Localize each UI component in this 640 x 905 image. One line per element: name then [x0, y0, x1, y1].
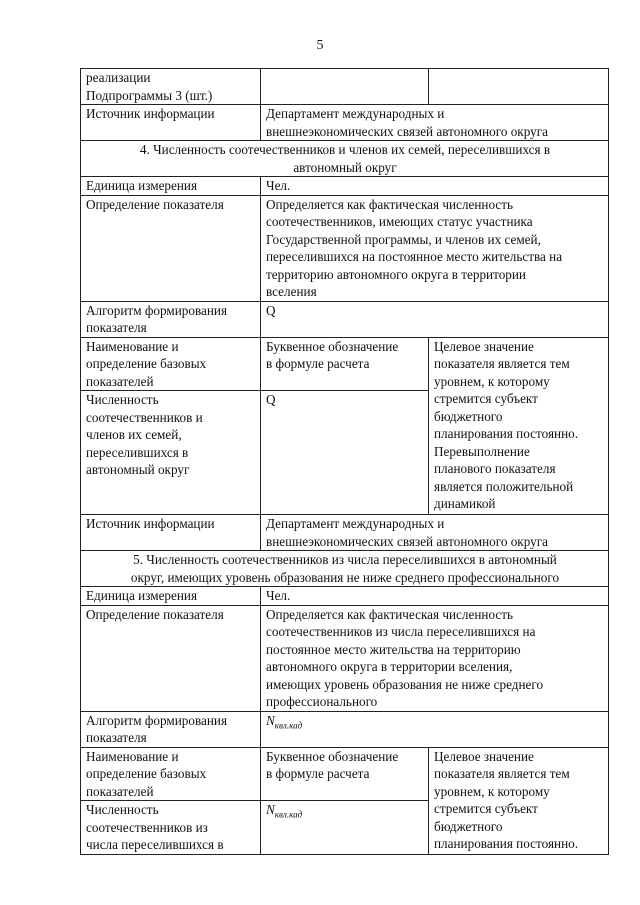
- algorithm-label: Алгоритм формирования показателя: [81, 711, 261, 747]
- definition-value: Определяется как фактическая численность соотечественников из числа переселившихся на постоянное место жительства на территорию автономного округа в территории вселения, имеющих уровень образования не ниже среднего профессионального: [261, 605, 609, 711]
- letter-designation-label: Буквенное обозначение в формуле расчета: [261, 747, 429, 801]
- target-value-text: Целевое значение показателя является тем уровнем, к которому стремится субъект бюджетного планирования постоянно.: [429, 747, 609, 854]
- indicator-name: Численность соотечественников и членов их семей, переселившихся в автономный округ: [81, 391, 261, 515]
- algorithm-formula: [261, 711, 609, 747]
- definition-value: Определяется как фактическая численность соотечественников, имеющих статус участника Государственной программы, и членов их семей, переселившихся на постоянное место жительства на территорию автономного округа в территории вселения: [261, 195, 609, 301]
- formula-subscript: квл.кад: [274, 720, 303, 731]
- realization-label: реализации Подпрограммы 3 (шт.): [81, 69, 261, 105]
- table-row: [81, 337, 609, 391]
- indicator-symbol: Q: [261, 391, 429, 515]
- section-heading-row: [81, 551, 609, 587]
- unit-value: Чел.: [261, 587, 609, 606]
- base-indicators-label: Наименование и определение базовых показателей: [81, 747, 261, 801]
- algorithm-label: Алгоритм формирования показателя: [81, 301, 261, 337]
- indicator-table: [80, 68, 609, 855]
- indicator-name: Численность соотечественников из числа переселившихся в: [81, 801, 261, 855]
- base-indicators-label: Наименование и определение базовых показателей: [81, 337, 261, 391]
- table-row: [81, 177, 609, 196]
- definition-label: Определение показателя: [81, 195, 261, 301]
- formula-main: N: [266, 712, 275, 728]
- definition-label: Определение показателя: [81, 605, 261, 711]
- source-label: Источник информации: [81, 515, 261, 551]
- table-row: [81, 747, 609, 801]
- source-label: Источник информации: [81, 105, 261, 141]
- formula-main: N: [266, 802, 275, 817]
- table-row: [81, 711, 609, 747]
- section-5-title: 5. Численность соотечественников из числа переселившихся в автономный округ, имеющих уровень образования не ниже среднего профессионального: [81, 551, 609, 587]
- letter-designation-label: Буквенное обозначение в формуле расчета: [261, 337, 429, 391]
- unit-value: Чел.: [261, 177, 609, 196]
- unit-label: Единица измерения: [81, 587, 261, 606]
- source-value: Департамент международных и внешнеэкономических связей автономного округа: [261, 515, 609, 551]
- table-row: [81, 587, 609, 606]
- table-row: [81, 301, 609, 337]
- indicator-formula: [261, 801, 429, 855]
- page-number: 5: [316, 38, 324, 53]
- target-value-text: Целевое значение показателя является тем уровнем, к которому стремится субъект бюджетного планирования постоянно. Перевыполнение планового показателя является положительной динамикой: [429, 337, 609, 515]
- source-value: Департамент международных и внешнеэкономических связей автономного округа: [261, 105, 609, 141]
- unit-label: Единица измерения: [81, 177, 261, 196]
- section-heading-row: [81, 141, 609, 177]
- table-row: [81, 515, 609, 551]
- formula-subscript: квл.кад: [274, 809, 303, 820]
- table-row: [81, 605, 609, 711]
- table-row: [81, 195, 609, 301]
- section-4-title: 4. Численность соотечественников и членов их семей, переселившихся в автономный округ: [81, 141, 609, 177]
- table-row: [81, 69, 609, 105]
- table-row: [81, 105, 609, 141]
- algorithm-value: Q: [261, 301, 609, 337]
